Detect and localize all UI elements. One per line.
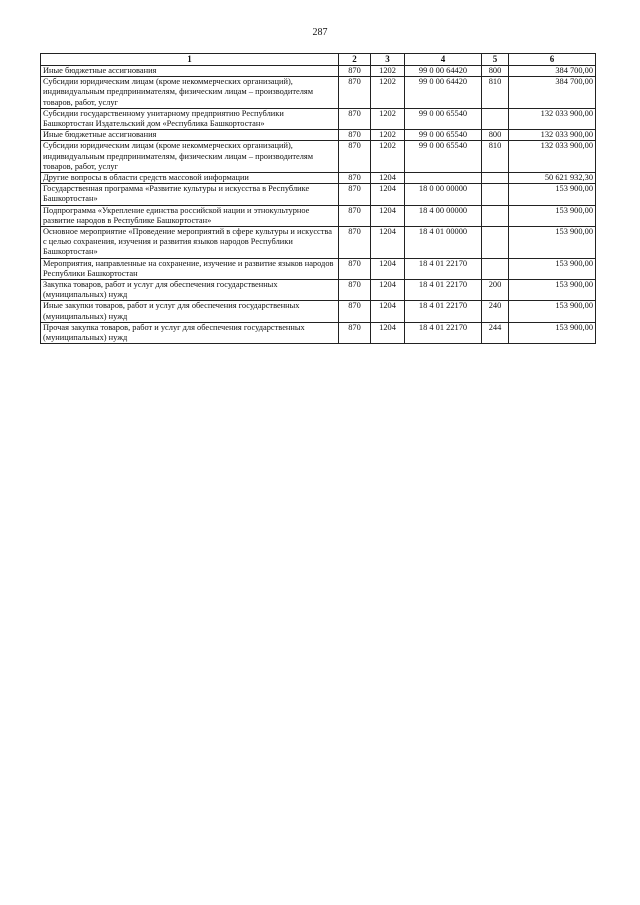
table-row: [41, 130, 596, 141]
header-row: [41, 54, 596, 66]
cell-amount: 153 900,00: [509, 227, 596, 259]
cell-expense-type: 810: [482, 77, 509, 109]
cell-target-article: 99 0 00 64420: [405, 77, 482, 109]
cell-target-article: 99 0 00 65540: [405, 130, 482, 141]
cell-name: Мероприятия, направленные на сохранение, изучение и развитие языков народов Республики Башкортостан: [41, 258, 339, 279]
cell-section-code: 1202: [371, 66, 405, 77]
cell-department-code: 870: [339, 141, 371, 173]
table-row: [41, 66, 596, 77]
column-header-2: 2: [339, 54, 371, 66]
cell-department-code: 870: [339, 205, 371, 226]
cell-section-code: 1204: [371, 205, 405, 226]
cell-target-article: 18 4 01 22170: [405, 280, 482, 301]
cell-department-code: 870: [339, 322, 371, 343]
cell-section-code: 1204: [371, 227, 405, 259]
cell-department-code: 870: [339, 227, 371, 259]
cell-expense-type: 800: [482, 130, 509, 141]
cell-amount: 132 033 900,00: [509, 130, 596, 141]
cell-department-code: 870: [339, 301, 371, 322]
cell-expense-type: 200: [482, 280, 509, 301]
table-row: [41, 280, 596, 301]
cell-name: Закупка товаров, работ и услуг для обеспечения государственных (муниципальных) нужд: [41, 280, 339, 301]
cell-section-code: 1202: [371, 141, 405, 173]
cell-section-code: 1202: [371, 77, 405, 109]
cell-expense-type: [482, 108, 509, 129]
cell-target-article: 99 0 00 65540: [405, 108, 482, 129]
table-row: [41, 227, 596, 259]
cell-expense-type: 244: [482, 322, 509, 343]
cell-amount: 384 700,00: [509, 77, 596, 109]
cell-department-code: 870: [339, 77, 371, 109]
cell-target-article: 18 4 01 22170: [405, 258, 482, 279]
cell-name: Субсидии государственному унитарному предприятию Республики Башкортостан Издательский дом «Республика Башкортостан»: [41, 108, 339, 129]
column-header-3: 3: [371, 54, 405, 66]
cell-target-article: 18 0 00 00000: [405, 184, 482, 205]
cell-expense-type: 240: [482, 301, 509, 322]
cell-amount: 384 700,00: [509, 66, 596, 77]
cell-section-code: 1204: [371, 280, 405, 301]
cell-section-code: 1202: [371, 130, 405, 141]
table-row: [41, 301, 596, 322]
cell-name: Государственная программа «Развитие культуры и искусства в Республике Башкортостан»: [41, 184, 339, 205]
cell-target-article: 18 4 01 00000: [405, 227, 482, 259]
column-header-4: 4: [405, 54, 482, 66]
cell-department-code: 870: [339, 280, 371, 301]
cell-expense-type: [482, 173, 509, 184]
cell-name: Прочая закупка товаров, работ и услуг для обеспечения государственных (муниципальных) нужд: [41, 322, 339, 343]
table-row: [41, 205, 596, 226]
cell-name: Иные бюджетные ассигнования: [41, 130, 339, 141]
cell-department-code: 870: [339, 258, 371, 279]
column-header-5: 5: [482, 54, 509, 66]
table-row: [41, 258, 596, 279]
column-header-1: 1: [41, 54, 339, 66]
cell-amount: 153 900,00: [509, 184, 596, 205]
cell-amount: 153 900,00: [509, 322, 596, 343]
cell-section-code: 1204: [371, 184, 405, 205]
cell-target-article: 18 4 01 22170: [405, 301, 482, 322]
table-row: [41, 184, 596, 205]
cell-expense-type: [482, 205, 509, 226]
cell-section-code: 1202: [371, 108, 405, 129]
table-row: [41, 108, 596, 129]
cell-amount: 50 621 932,30: [509, 173, 596, 184]
cell-name: Иные бюджетные ассигнования: [41, 66, 339, 77]
cell-name: Другие вопросы в области средств массовой информации: [41, 173, 339, 184]
table-row: [41, 77, 596, 109]
page-number: 287: [312, 27, 328, 38]
cell-amount: 153 900,00: [509, 205, 596, 226]
table-row: [41, 322, 596, 343]
cell-name: Иные закупки товаров, работ и услуг для обеспечения государственных (муниципальных) нужд: [41, 301, 339, 322]
cell-amount: 132 033 900,00: [509, 108, 596, 129]
cell-expense-type: 800: [482, 66, 509, 77]
cell-target-article: 99 0 00 64420: [405, 66, 482, 77]
cell-target-article: [405, 173, 482, 184]
cell-name: Подпрограмма «Укрепление единства российской нации и этнокультурное развитие народов в Республике Башкортостан»: [41, 205, 339, 226]
cell-amount: 153 900,00: [509, 280, 596, 301]
cell-department-code: 870: [339, 173, 371, 184]
cell-expense-type: 810: [482, 141, 509, 173]
cell-section-code: 1204: [371, 301, 405, 322]
cell-section-code: 1204: [371, 173, 405, 184]
budget-table: [40, 53, 596, 344]
cell-department-code: 870: [339, 108, 371, 129]
cell-department-code: 870: [339, 130, 371, 141]
cell-target-article: 18 4 00 00000: [405, 205, 482, 226]
cell-target-article: 99 0 00 65540: [405, 141, 482, 173]
cell-department-code: 870: [339, 184, 371, 205]
cell-amount: 153 900,00: [509, 301, 596, 322]
cell-name: Субсидии юридическим лицам (кроме некоммерческих организаций), индивидуальным предпринимателям, физическим лицам – производителям товаров, работ, услуг: [41, 77, 339, 109]
cell-section-code: 1204: [371, 322, 405, 343]
cell-expense-type: [482, 227, 509, 259]
table-row: [41, 173, 596, 184]
cell-target-article: 18 4 01 22170: [405, 322, 482, 343]
cell-expense-type: [482, 184, 509, 205]
column-header-6: 6: [509, 54, 596, 66]
cell-expense-type: [482, 258, 509, 279]
table-body: [41, 66, 596, 344]
cell-amount: 153 900,00: [509, 258, 596, 279]
cell-amount: 132 033 900,00: [509, 141, 596, 173]
table-header: [41, 54, 596, 66]
cell-name: Основное мероприятие «Проведение мероприятий в сфере культуры и искусства с целью сохранения, изучения и развития языков народов Республики Башкортостан»: [41, 227, 339, 259]
table-row: [41, 141, 596, 173]
cell-department-code: 870: [339, 66, 371, 77]
cell-name: Субсидии юридическим лицам (кроме некоммерческих организаций), индивидуальным предпринимателям, физическим лицам – производителям товаров, работ, услуг: [41, 141, 339, 173]
cell-section-code: 1204: [371, 258, 405, 279]
